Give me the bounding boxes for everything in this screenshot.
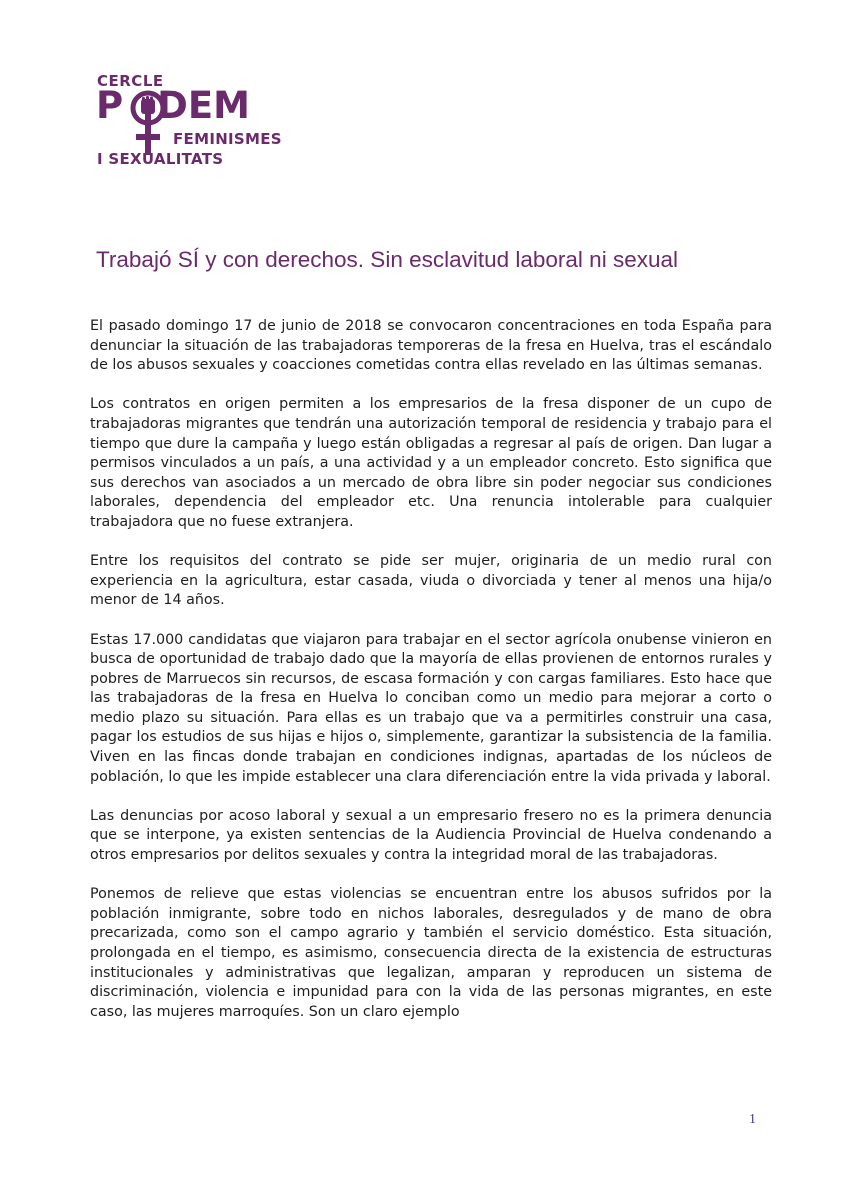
logo-podem-p: P [96, 84, 124, 127]
paragraph: Ponemos de relieve que estas violencias se encuentran entre los abusos sufridos por la población inmigrante, sobre todo en nichos laborales, desregulados y de mano de obra precarizada, como son el campo agrario y también el servicio doméstico. Esta situación, prolongada en el tiempo, es asimismo, consecuencia directa de la existencia de estructuras institucionales y administrativas que legalizan, amparan y reproducen un sistema de discriminación, violencia e impunidad para con la vida de las personas migrantes, en este caso, las mujeres marroquíes. Son un claro ejemplo [90, 886, 772, 1020]
feminist-fist-icon [130, 86, 166, 158]
paragraph: Entre los requisitos del contrato se pide ser mujer, originaria de un medio rural con experiencia en la agricultura, estar casada, viuda o divorciada y tener al menos una hija/o menor de 14 años. [90, 553, 772, 609]
paragraph: El pasado domingo 17 de junio de 2018 se convocaron concentraciones en toda España para denunciar la situación de las trabajadoras temporeras de la fresa en Huelva, tras el escándalo de los abusos sexuales y coacciones cometidas contra ellas revelado en las últimas semanas. [90, 318, 772, 374]
logo-feminismes-text: FEMINISMES [173, 130, 282, 148]
logo-podem-dem: DEM [157, 84, 250, 127]
logo-sexualitats-text: I SEXUALITATS [97, 150, 224, 168]
paragraph: Las denuncias por acoso laboral y sexual a un empresario fresero no es la primera denuncia que se interpone, ya existen sentencias de la Audiencia Provincial de Huelva condenando a otros empresarios por delitos sexuales y contra la integridad moral de las trabajadoras. [90, 807, 772, 864]
document-body [90, 317, 772, 1042]
document-title: Trabajó SÍ y con derechos. Sin esclavitud laboral ni sexual [96, 247, 678, 272]
cercle-podem-logo [96, 72, 286, 170]
page-number: 1 [749, 1112, 756, 1127]
paragraph: Estas 17.000 candidatas que viajaron para trabajar en el sector agrícola onubense vinieron en busca de oportunidad de trabajo dado que la mayoría de ellas provienen de entornos rurales y pobres de Marruecos sin recursos, de escasa formación y con cargas familiares. Esto hace que las trabajadoras de la fresa en Huelva lo conciban como un medio para mejorar a corto o medio plazo su situación. Para ellas es un trabajo que va a permitirles construir una casa, pagar los estudios de sus hijas e hijos o, simplemente, garantizar la subsistencia de la familia. Viven en las fincas donde trabajan en condiciones indignas, apartadas de los núcleos de población, lo que les impide establecer una clara diferenciación entre la vida privada y laboral. [90, 631, 772, 785]
paragraph: Los contratos en origen permiten a los empresarios de la fresa disponer de un cupo de trabajadoras migrantes que tendrán una autorización temporal de residencia y trabajo para el tiempo que dure la campaña y luego están obligadas a regresar al país de origen. Dan lugar a permisos vinculados a un país, a una actividad y a un empleador concreto. Esto significa que sus derechos van asociados a un mercado de obra libre sin poder negociar sus condiciones laborales, dependencia del empleador etc. Una renuncia intolerable para cualquier trabajadora que no fuese extranjera. [90, 396, 772, 530]
logo-cercle-text: CERCLE [97, 72, 164, 90]
logo-podem-text [96, 86, 250, 126]
